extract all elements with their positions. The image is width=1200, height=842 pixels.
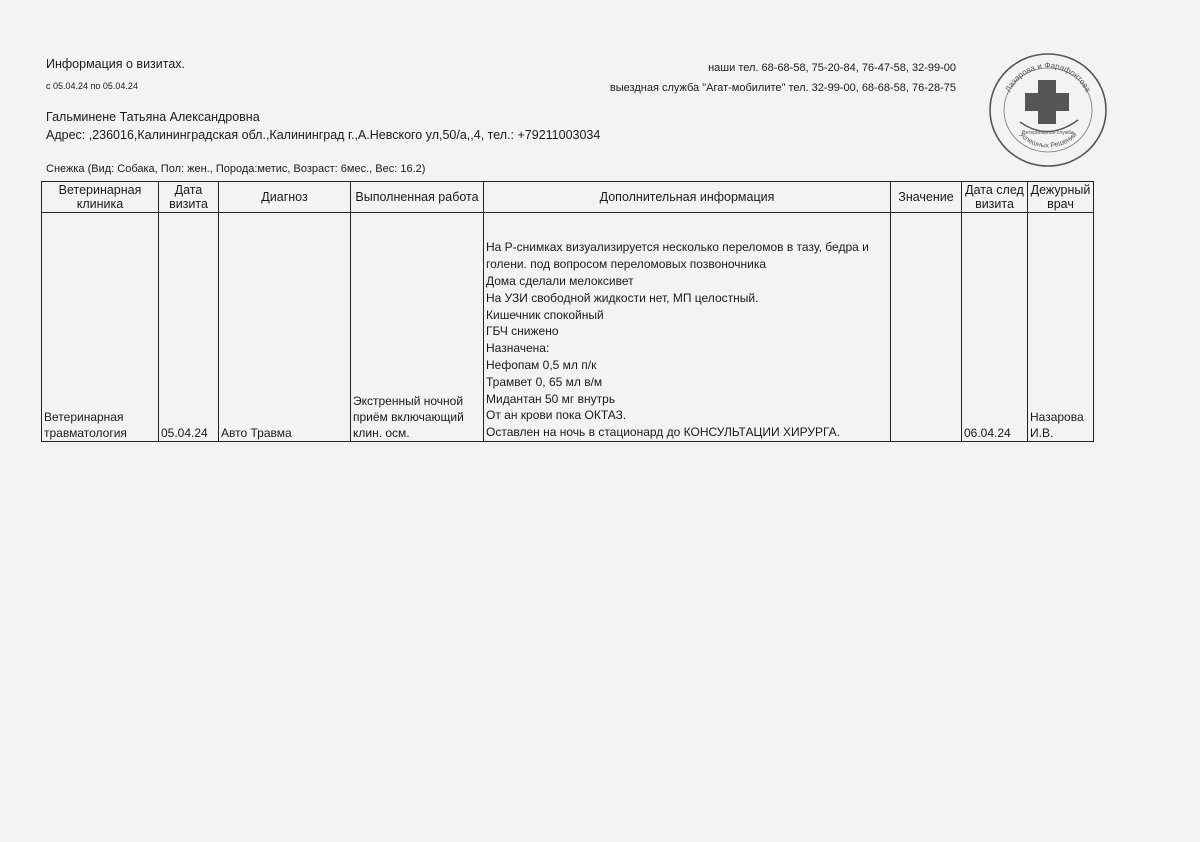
medical-cross-icon	[1025, 80, 1069, 124]
header-work-done: Выполненная работа	[351, 182, 484, 213]
mobile-service-phones: выездная служба "Агат-мобилите" тел. 32-99-00, 68-68-58, 76-28-75	[609, 82, 956, 94]
cell-clinic: Ветеринарная травматология	[42, 213, 159, 442]
header-value: Значение	[891, 182, 962, 213]
stamp-top-text: Лазарова и Фарафонтова	[1003, 60, 1093, 94]
cell-duty-doctor: Назарова И.В.	[1028, 213, 1094, 442]
table-row	[42, 213, 1094, 442]
table-header-row	[42, 182, 1094, 213]
clinic-phones: наши тел. 68-68-58, 75-20-84, 76-47-58, 32-99-00	[708, 62, 956, 74]
cell-next-visit-date: 06.04.24	[962, 213, 1028, 442]
cell-visit-date: 05.04.24	[159, 213, 219, 442]
header-diagnosis: Диагноз	[219, 182, 351, 213]
clinic-stamp	[986, 50, 1110, 170]
header-additional-info: Дополнительная информация	[484, 182, 891, 213]
stamp-middle-text: Ветеринарная служба	[1022, 130, 1074, 136]
pet-summary: Снежка (Вид: Собака, Пол: жен., Порода:метис, Возраст: 6мес., Вес: 16.2)	[46, 163, 426, 175]
header-visit-date: Дата визита	[159, 182, 219, 213]
client-address: Адрес: ,236016,Калининградская обл.,Калининград г.,А.Невского ул,50/а,,4, тел.: +79211003034	[46, 128, 601, 142]
cell-work-done: Экстренный ночной приём включающий клин. осм.	[351, 213, 484, 442]
document-title: Информация о визитах.	[46, 57, 186, 71]
cell-diagnosis: Авто Травма	[219, 213, 351, 442]
stamp-bottom-text: Успешных Решений	[1017, 131, 1079, 150]
header-duty-doctor: Дежурный врач	[1028, 182, 1094, 213]
header-next-visit-date: Дата след визита	[962, 182, 1028, 213]
visits-table	[41, 181, 1094, 442]
client-name: Гальминене Татьяна Александровна	[46, 110, 260, 124]
report-period: с 05.04.24 по 05.04.24	[46, 81, 138, 91]
header-clinic: Ветеринарная клиника	[42, 182, 159, 213]
cell-value	[891, 213, 962, 442]
cell-additional-info: На Р-снимках визуализируется несколько переломов в тазу, бедра и голени. под вопросом переломовых позвоночника Дома сделали мелоксивет На УЗИ свободной жидкости нет, МП целостный. Кишечник спокойный ГБЧ снижено Назначена: Нефопам 0,5 мл п/к Трамвет 0, 65 мл в/м Мидантан 50 мг внутрь От ан крови пока ОКТАЗ. Оставлен на ночь в стационард до КОНСУЛЬТАЦИИ ХИРУРГА.	[484, 213, 891, 442]
